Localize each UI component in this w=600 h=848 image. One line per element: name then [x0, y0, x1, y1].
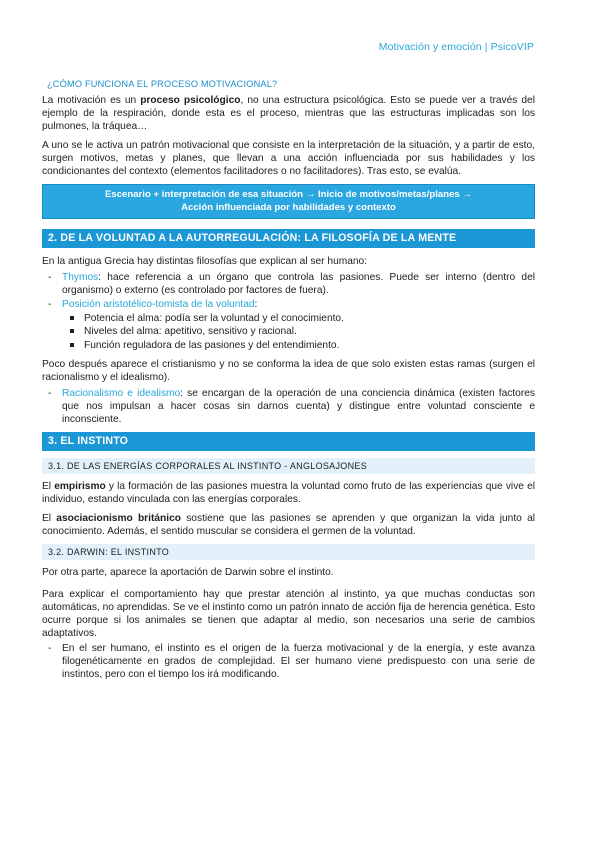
- sublist-item: Función reguladora de las pasiones y del entendimiento.: [62, 339, 535, 352]
- paragraph-grecia: En la antigua Grecia hay distintas filosofías que explican al ser humano:: [42, 256, 368, 267]
- subsection-question-heading: ¿CÓMO FUNCIONA EL PROCESO MOTIVACIONAL?: [47, 79, 278, 89]
- text: y la formación de las pasiones muestra la voluntad como fruto de las experiencias que vive el individuo, estando vinculada con las energías corporales.: [42, 481, 536, 506]
- subsection-3-2-heading: 3.2. DARWIN: EL INSTINTO: [42, 544, 535, 560]
- banner-line-2: Acción influenciada por habilidades y contexto: [181, 201, 396, 213]
- text: :: [254, 299, 258, 310]
- process-summary-banner: [42, 184, 535, 219]
- philosophy-list: [42, 271, 535, 352]
- paragraph-darwin: Por otra parte, aparece la aportación de Darwin sobre el instinto.: [42, 567, 334, 579]
- paragraph-empirismo: [42, 480, 535, 506]
- bold-term: asociacionismo británico: [56, 513, 181, 525]
- paragraph-comportamiento: Para explicar el comportamiento hay que prestar atención al instinto, ya que muchas conductas son automáticas, no aprendidas. Se ve el instinto como un patrón innato de acción fija de herencia genética. Esto ocurre porque si los animales se tienen que adaptar al medio, son necesarios una serie de cambios adaptativos.: [42, 589, 535, 640]
- paragraph-asociacionismo: [42, 512, 535, 538]
- sublist-item: Niveles del alma: apetitivo, sensitivo y racional.: [62, 325, 535, 338]
- bold-term: proceso psicológico: [140, 95, 241, 106]
- page-content: [42, 79, 535, 687]
- list-item-instinto-humano: - En el ser humano, el instinto es el origen de la fuerza motivacional y de la energía, y este avanza filogenéticamente en grados de complejidad. El ser humano viene predispuesto con una serie de instintos, pero con el tiempo los irá modificando.: [42, 642, 535, 681]
- paragraph-patron-motivacional: A uno se le activa un patrón motivacional que consiste en la interpretación de la situación, y a partir de esto, surgen motivos, metas y planes, que llevan a una acción influenciada por sus habilidades y los condicionantes del contexto (elementos facilitadores o no facilitadores). Tras esto, se evalúa.: [42, 140, 535, 177]
- text: El: [42, 481, 55, 493]
- sublist-item: Potencia el alma: podía ser la voluntad y el conocimiento.: [62, 312, 535, 325]
- list-item-racionalismo: [42, 387, 535, 426]
- soul-sublist: [62, 312, 535, 352]
- text: El: [42, 513, 57, 525]
- banner-line-1: Escenario + interpretación de esa situación → Inicio de motivos/metas/planes →: [104, 189, 473, 200]
- term-link: Thymos: [62, 272, 99, 283]
- text: : se encargan de la operación de una conciencia dinámica (existen factores que nos impulsan a hacer cosas sin darnos cuenta) y distingue entre voluntad consciente e inconsciente.: [62, 388, 536, 426]
- text: : hace referencia a un órgano que controla las pasiones. Puede ser interno (dentro del organismo) o externo (es controlado por factores de fuera).: [62, 272, 535, 296]
- text: La motivación es un: [42, 95, 141, 106]
- text: , no una estructura psicológica. Esto se puede ver a través del ejemplo de la respiración, donde esta es el proceso, mientras que las estructuras implicadas son los pulmones, la tráquea…: [42, 95, 535, 132]
- bold-term: empirismo: [54, 481, 106, 493]
- racionalismo-list: [42, 387, 535, 426]
- paragraph-proceso-psicologico: [42, 94, 535, 133]
- list-item-aristotelico: [42, 298, 535, 352]
- running-header: Motivación y emoción | PsicoVIP: [378, 41, 534, 53]
- list-item-thymos: [42, 271, 535, 297]
- text: sostiene que las pasiones se aprenden y que organizan la vida junto al conocimiento. Además, el sentido muscular se considera el germen de la voluntad.: [42, 513, 535, 538]
- section-3-heading: 3. EL INSTINTO: [42, 432, 535, 451]
- paragraph-cristianismo: Poco después aparece el cristianismo y no se conforma la idea de que solo existen estas ramas (surgen el racionalismo y el idealismo).: [42, 359, 535, 384]
- section-2-heading: 2. DE LA VOLUNTAD A LA AUTORREGULACIÓN: LA FILOSOFÍA DE LA MENTE: [42, 229, 535, 248]
- instinto-list: [42, 642, 535, 681]
- term-link: Posición aristotélico-tomista de la voluntad: [62, 299, 255, 310]
- subsection-3-1-heading: 3.1. DE LAS ENERGÍAS CORPORALES AL INSTINTO - ANGLOSAJONES: [42, 458, 535, 474]
- term-link: Racionalismo e idealismo: [62, 388, 181, 400]
